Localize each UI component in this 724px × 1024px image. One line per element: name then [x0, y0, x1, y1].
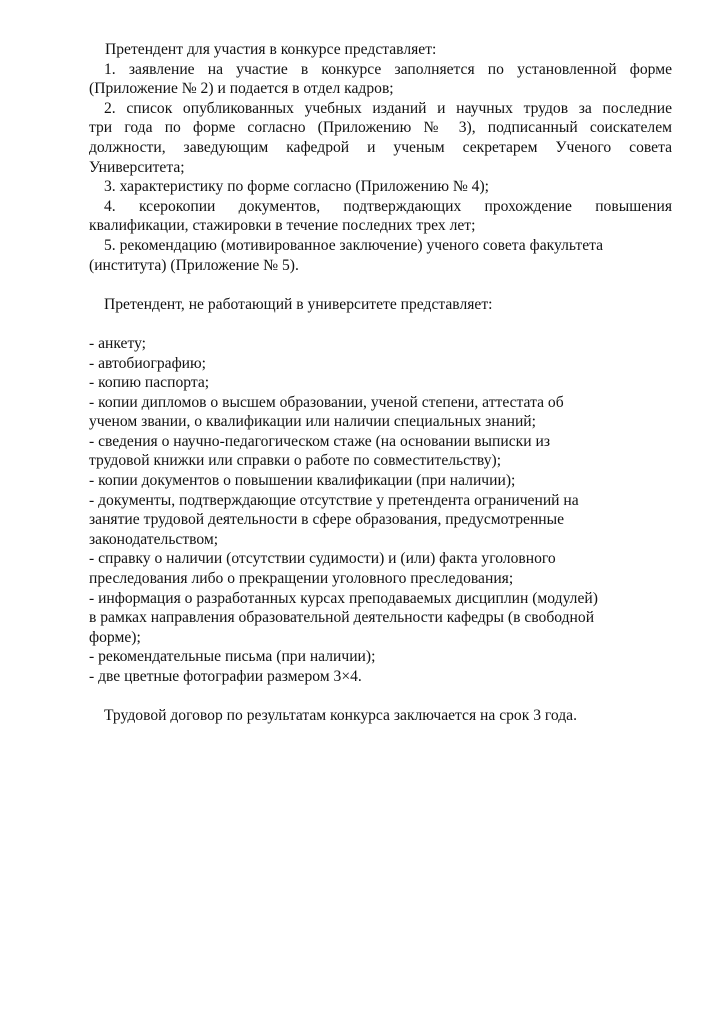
item1-line1: 1. заявление на участие в конкурсе заполняется по установленной форме	[104, 60, 672, 78]
item1-line2: (Приложение № 2) и подается в отдел кадров;	[89, 80, 394, 98]
list-item: - справку о наличии (отсутствии судимости) и (или) факта уголовного	[89, 550, 556, 568]
list-item: - две цветные фотографии размером 3×4.	[89, 668, 362, 685]
item2-line3: должности, заведующим кафедрой и ученым секретарем Ученого совета	[89, 138, 672, 156]
item5-line2: (института) (Приложение № 5).	[89, 256, 299, 274]
document-text	[89, 40, 672, 726]
section1-heading: Претендент для участия в конкурсе представляет:	[105, 41, 437, 58]
item2-line4: Университета;	[89, 158, 185, 176]
item2-line1: 2. список опубликованных учебных изданий и научных трудов за последние	[104, 99, 672, 117]
item3-line1: 3. характеристику по форме согласно (Приложению № 4);	[104, 178, 489, 196]
list-item-continuation: форме);	[89, 628, 141, 646]
list-item: - информация о разработанных курсах преподаваемых дисциплин (модулей)	[89, 589, 598, 607]
closing-statement: Трудовой договор по результатам конкурса заключается на срок 3 года.	[104, 707, 577, 725]
list-item: - сведения о научно-педагогическом стаже (на основании выписки из	[89, 432, 550, 450]
list-item-continuation: занятие трудовой деятельности в сфере образования, предусмотренные	[89, 511, 565, 529]
spacer	[89, 314, 672, 334]
list-item: - копии дипломов о высшем образовании, ученой степени, аттестата об	[89, 393, 564, 411]
item5-line1: 5. рекомендацию (мотивированное заключение) ученого совета факультета	[104, 236, 604, 254]
list-item-continuation: ученом звании, о квалификации или наличии специальных знаний;	[89, 413, 536, 431]
list-item: - документы, подтверждающие отсутствие у претендента ограничений на	[89, 491, 579, 509]
item4-line1: 4. ксерокопии документов, подтверждающих прохождение повышения	[104, 197, 672, 215]
list-item-continuation: законодательством;	[89, 530, 219, 548]
list-item: - копии документов о повышении квалификации (при наличии);	[89, 472, 516, 490]
list-item: - автобиографию;	[89, 354, 207, 372]
list-item: - анкету;	[89, 334, 146, 352]
item2-line2: три года по форме согласно (Приложению № 3), подписанный соискателем	[89, 119, 672, 137]
list-item-continuation: в рамках направления образовательной деятельности кафедры (в свободной	[89, 609, 595, 627]
item4-line2: квалификации, стажировки в течение последних трех лет;	[89, 217, 476, 235]
list-item-continuation: преследования либо о прекращении уголовного преследования;	[89, 570, 514, 588]
list-item: - копию паспорта;	[89, 374, 210, 392]
list-item: - рекомендательные письма (при наличии);	[89, 648, 376, 666]
section2-heading: Претендент, не работающий в университете представляет:	[104, 295, 493, 313]
spacer	[89, 275, 672, 295]
list-item-continuation: трудовой книжки или справки о работе по совместительству);	[89, 452, 502, 470]
spacer	[89, 687, 672, 707]
